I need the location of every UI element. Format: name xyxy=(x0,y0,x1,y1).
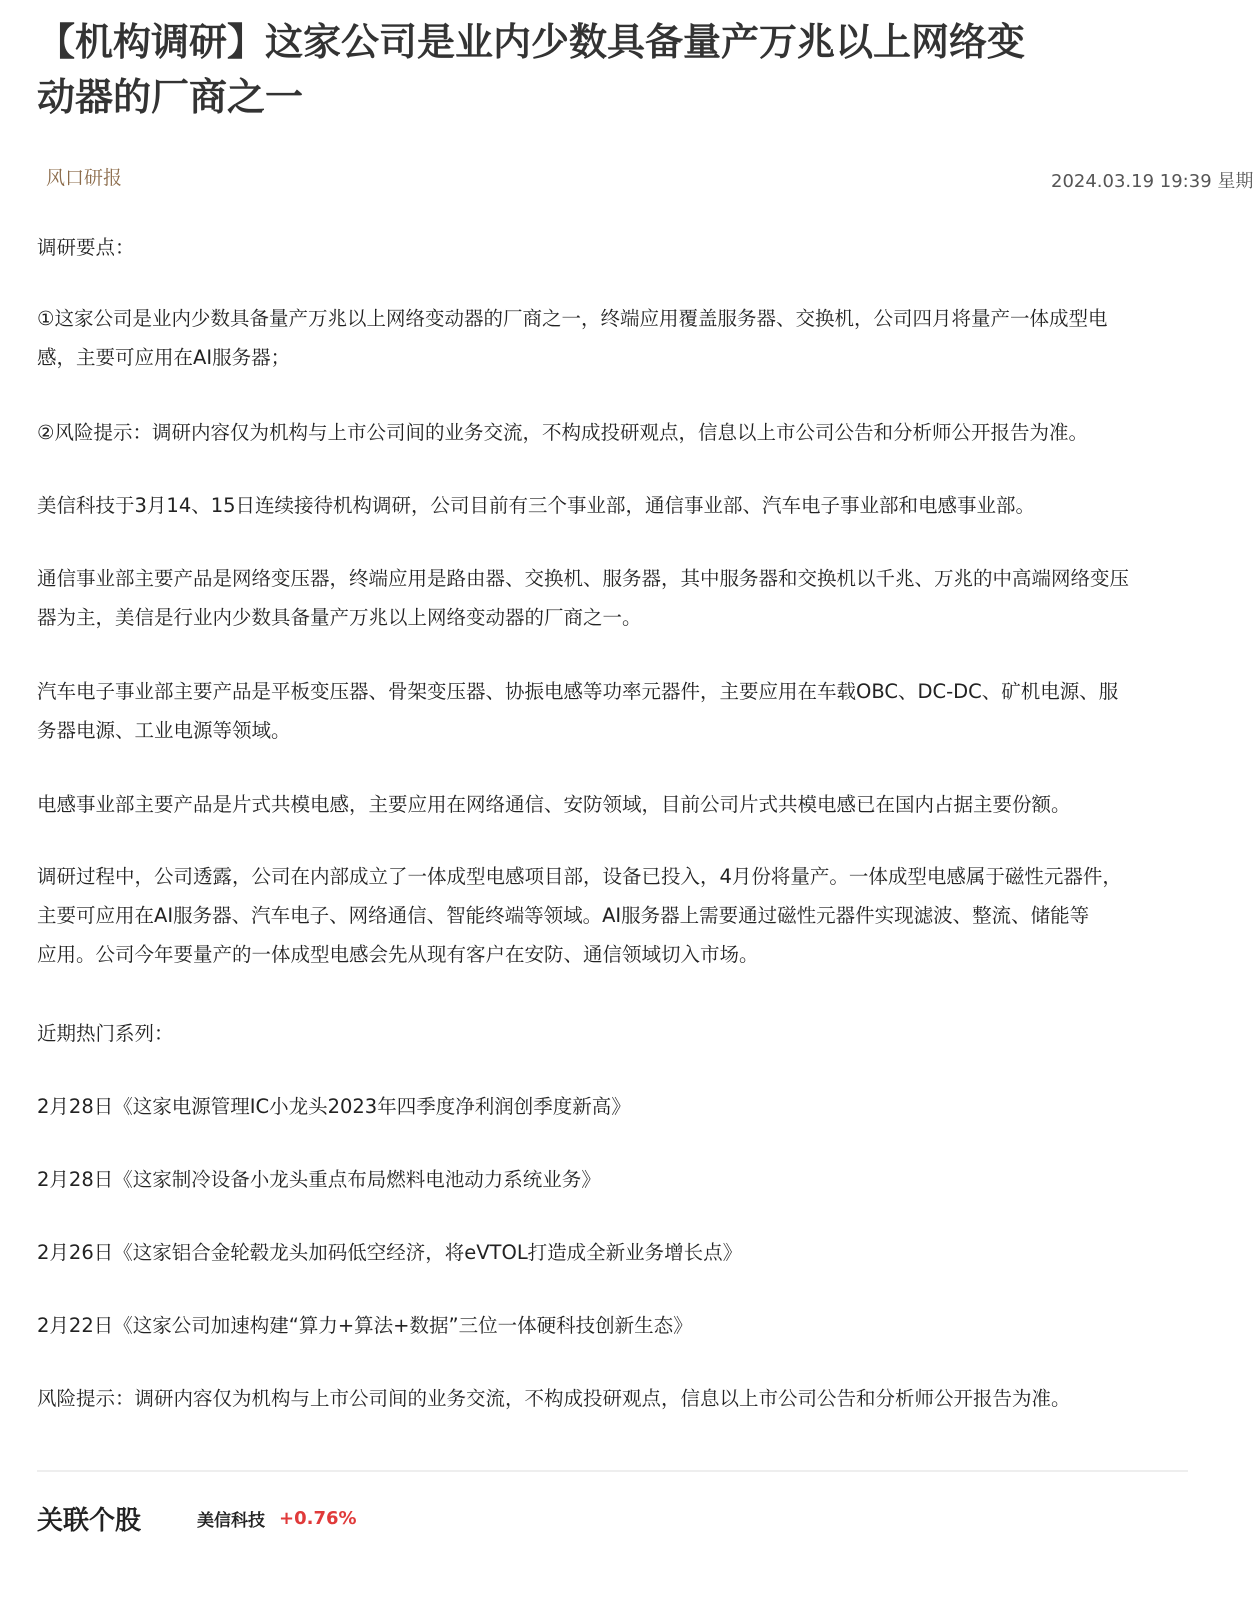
paragraph-line: 器为主，美信是行业内少数具备量产万兆以上网络变动器的厂商之一。 xyxy=(37,606,642,629)
paragraph-line: ②风险提示：调研内容仅为机构与上市公司间的业务交流，不构成投研观点，信息以上市公司公告和分析师公开报告为准。 xyxy=(37,421,1088,444)
paragraph-line: 2月28日《这家制冷设备小龙头重点布局燃料电池动力系统业务》 xyxy=(37,1168,601,1191)
article-title xyxy=(37,0,1197,125)
article-title-line: 【机构调研】这家公司是业内少数具备量产万兆以上网络变 xyxy=(37,20,1026,64)
paragraph-line: 2月26日《这家铝合金轮毂龙头加码低空经济，将eVTOL打造成全新业务增长点》 xyxy=(37,1241,743,1264)
paragraph-line: 风险提示：调研内容仅为机构与上市公司间的业务交流，不构成投研观点，信息以上市公司公告和分析师公开报告为准。 xyxy=(37,1387,1071,1410)
article-paragraph xyxy=(37,672,1118,750)
publish-date: 2024.03.19 19:39 星期 xyxy=(1051,171,1253,192)
article-paragraph xyxy=(37,299,1107,377)
paragraph-line: 应用。公司今年要量产的一体成型电感会先从现有客户在安防、通信领域切入市场。 xyxy=(37,943,759,966)
article-paragraph xyxy=(37,857,1122,974)
article-paragraph xyxy=(37,1087,631,1126)
article-paragraph xyxy=(37,1233,742,1272)
article-title-line: 动器的厂商之一 xyxy=(37,75,304,119)
paragraph-line: 2月22日《这家公司加速构建“算力+算法+数据”三位一体硬科技创新生态》 xyxy=(37,1314,693,1337)
related-stocks-title: 关联个股 xyxy=(37,1505,142,1536)
article-paragraph xyxy=(37,413,1088,452)
paragraph-line: 主要可应用在AI服务器、汽车电子、网络通信、智能终端等领域。AI服务器上需要通过磁性元器件实现滤波、整流、储能等 xyxy=(37,904,1090,927)
stock-change: +0.76% xyxy=(279,1507,357,1529)
paragraph-line: 美信科技于3月14、15日连续接待机构调研，公司目前有三个事业部，通信事业部、汽车电子事业部和电感事业部。 xyxy=(37,494,1036,517)
article-paragraph xyxy=(37,559,1129,637)
article-paragraph xyxy=(37,1306,693,1345)
source-link[interactable]: 风口研报 xyxy=(46,167,123,189)
paragraph-line: 通信事业部主要产品是网络变压器，终端应用是路由器、交换机、服务器，其中服务器和交换机以千兆、万兆的中高端网络变压 xyxy=(37,567,1130,590)
paragraph-line: 调研过程中，公司透露，公司在内部成立了一体成型电感项目部，设备已投入，4月份将量产。一体成型电感属于磁性元器件， xyxy=(37,865,1122,888)
paragraph-line: 汽车电子事业部主要产品是平板变压器、骨架变压器、协振电感等功率元器件，主要应用在车载OBC、DC-DC、矿机电源、服 xyxy=(37,680,1119,703)
article-paragraph xyxy=(37,228,135,267)
paragraph-line: ①这家公司是业内少数具备量产万兆以上网络变动器的厂商之一，终端应用覆盖服务器、交换机，公司四月将量产一体成型电 xyxy=(37,307,1108,330)
divider xyxy=(37,1470,1188,1472)
paragraph-line: 近期热门系列： xyxy=(37,1022,174,1045)
stock-name-link[interactable]: 美信科技 xyxy=(197,1510,266,1531)
article xyxy=(37,0,1253,1410)
article-paragraph xyxy=(37,486,1035,525)
article-meta xyxy=(37,163,1253,203)
article-paragraph xyxy=(37,1379,1071,1418)
article-paragraph xyxy=(37,785,1071,824)
paragraph-line: 电感事业部主要产品是片式共模电感，主要应用在网络通信、安防领域，目前公司片式共模电感已在国内占据主要份额。 xyxy=(37,793,1071,816)
paragraph-line: 务器电源、工业电源等领域。 xyxy=(37,719,291,742)
article-paragraph xyxy=(37,1160,601,1199)
paragraph-line: 调研要点： xyxy=(37,236,135,259)
article-paragraph xyxy=(37,1014,174,1053)
paragraph-line: 2月28日《这家电源管理IC小龙头2023年四季度净利润创季度新高》 xyxy=(37,1095,631,1118)
related-stocks xyxy=(37,1496,357,1540)
paragraph-line: 感，主要可应用在AI服务器； xyxy=(37,346,291,369)
